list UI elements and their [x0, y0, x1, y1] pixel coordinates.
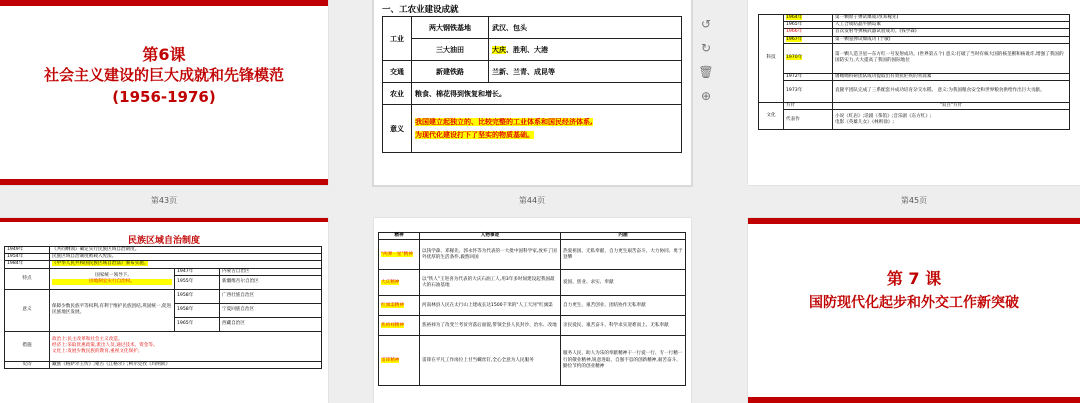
region-name: 宁夏回族自治区 — [220, 303, 322, 317]
lesson-number: 第 7 课 — [886, 269, 942, 288]
slide-46-thumbnail[interactable] — [0, 218, 328, 403]
achievement-table — [382, 16, 682, 153]
section-heading: 一、工农业建设成就 — [382, 5, 459, 15]
slide-47-thumbnail[interactable] — [374, 218, 691, 403]
col-spirit: 精神 — [379, 233, 420, 240]
event-text: 民族区域自治制度被载入宪法。 — [50, 254, 322, 261]
slide-top-bar — [0, 0, 328, 6]
meaning-text: 保障少数民族平等权利,有利于维护民族团结,巩固统一,促进民族地区发展。 — [50, 289, 175, 331]
tech-year: 1965年 — [784, 22, 833, 29]
event-year: 1954年 — [5, 254, 50, 261]
works-label: 代表作 — [784, 110, 833, 130]
slide-44-thumbnail[interactable] — [374, 0, 691, 185]
cell-meaning-value — [412, 105, 682, 153]
event-text: 《共同纲领》确定实行民族区域自治制度。 — [50, 247, 322, 254]
spirit-deeds: 以钱学森、邓稼先、郭永怀等为代表的一大批中国科学家,放弃了国外优厚的生活条件,毅然回国 — [420, 240, 561, 270]
slide-bottom-bar — [0, 179, 328, 185]
tech-text: 第一颗氢弹试爆成功 (于敏) — [833, 36, 1070, 43]
measure-label: 措施 — [5, 331, 50, 361]
meaning-label: 意义 — [5, 289, 50, 331]
cell-industry: 工业 — [383, 17, 412, 61]
event-text: 《中华人民共和国民族区域自治法》颁布实施。 — [50, 261, 322, 268]
policy-value: "双百"方针 — [833, 103, 1070, 110]
slide-45-caption: 第45页 — [900, 196, 928, 205]
region-name: 广西壮族自治区 — [220, 289, 322, 303]
epic-text: 藏族《格萨尔王传》;蒙古《江格尔》;柯尔克孜《玛纳斯》 — [50, 361, 322, 368]
tech-culture-table — [758, 14, 1070, 130]
cell-steel-label: 两大钢铁基地 — [412, 17, 489, 39]
feature-label: 特点 — [5, 268, 50, 289]
spirit-deeds: 河南林县人民在太行山上建成长达1500千米的"人工天河"红旗渠 — [420, 296, 561, 316]
spirit-meaning: 爱国、创业、求实、奉献 — [561, 270, 686, 296]
slide-43-thumbnail[interactable] — [0, 0, 328, 185]
measure-text: 政治上:民主改革和社会主义改造。 经济上:采取优惠政策,派出人员,通过技术、资金等。 文化上:发展少数民族的教育,重视文化保护。 — [50, 331, 322, 361]
redo-icon[interactable]: ↻ — [700, 41, 712, 55]
region-year: 1965年 — [175, 317, 220, 331]
region-year: 1947年 — [175, 268, 220, 275]
lesson-number: 第6课 — [142, 45, 186, 64]
add-icon[interactable]: ⊕ — [700, 89, 712, 103]
spirit-name: 大庆精神 — [379, 270, 420, 296]
spirit-deeds: 焦裕禄为了改变兰考贫穷落后面貌,带领全县人民封沙、治水、改地 — [420, 316, 561, 336]
event-year: 1949年 — [5, 247, 50, 254]
spirit-name: 雷锋精神 — [379, 336, 420, 386]
cell-meaning: 意义 — [383, 105, 412, 153]
region-name: 内蒙古自治区 — [220, 268, 322, 275]
spirit-meaning: 热爱祖国、无私奉献、自力更生艰苦奋斗、大力协同、勇于登攀 — [561, 240, 686, 270]
col-deeds: 人物事迹 — [420, 233, 561, 240]
region-name: 西藏自治区 — [220, 317, 322, 331]
meaning-line-2: 为现代化建设打下了坚实的物质基础。 — [415, 131, 534, 139]
spirit-table — [378, 232, 686, 386]
slide-45-thumbnail[interactable] — [748, 0, 1080, 185]
tech-year: 1964年 — [784, 15, 833, 22]
cell-oil-label: 三大油田 — [412, 39, 489, 61]
spirit-meaning: 服务人民、助人为乐的奉献精神干一行爱一行、专一行精一行的敬业精神,锐意进取、自强不息的创新精神,艰苦奋斗、勤俭节约的创业精神 — [561, 336, 686, 386]
event-year: 1984年 — [5, 261, 50, 268]
spirit-name: "两弹一星"精神 — [379, 240, 420, 270]
spirit-deeds: 以"铁人"王进喜为代表的大庆石油工人,用3年多时间建设起我国最大的石油基地 — [420, 270, 561, 296]
meaning-line-1: 我国建立起独立的、比较完整的工业体系和国民经济体系, — [415, 118, 593, 126]
spirit-deeds: 雷锋在平凡工作岗位上甘当螺丝钉,全心全意为人民服务 — [420, 336, 561, 386]
cell-steel-value: 武汉、包头 — [489, 17, 682, 39]
slide-top-bar — [748, 218, 1080, 224]
feature-text: 国家统一领导下, 因地制宜实行自治权。 — [50, 268, 175, 289]
cell-culture: 文化 — [759, 103, 784, 130]
slide-48-thumbnail[interactable] — [748, 218, 1080, 403]
slide-bottom-bar — [748, 397, 1080, 403]
region-year: 1955年 — [175, 275, 220, 289]
slide-43-caption: 第43页 — [150, 196, 178, 205]
spirit-meaning: 亲民爱民、艰苦奋斗、科学求实迎难而上、无私奉献 — [561, 316, 686, 336]
cell-oil-value — [489, 39, 682, 61]
region-year: 1958年 — [175, 289, 220, 303]
tech-text: 袁隆平团队完成了三系配套并成功培育杂交水稻。 意义:为我国粮食安全和世界粮食供给作出巨大贡献。 — [833, 81, 1070, 103]
slide-tool-strip — [697, 15, 715, 111]
spirit-meaning: 自力更生、艰苦创业、团结协作无私奉献 — [561, 296, 686, 316]
tech-year: 1966年 — [784, 29, 833, 36]
tech-text: 第一颗原子弹试爆成功(邓稼先) — [833, 15, 1070, 22]
undo-icon[interactable]: ↺ — [700, 17, 712, 31]
tech-year: 1967年 — [784, 36, 833, 43]
daqing-highlight: 大庆 — [492, 45, 506, 54]
tech-text: 第一颗人造卫星—东方红一号发射成功。(世界第五个) 意义:打破了当时有核大国的核垄断和核讹诈,增强了我国的国防实力,大大提高了我国的国际地位 — [833, 43, 1070, 73]
autonomy-table — [4, 246, 322, 369]
spirit-name: 红旗渠精神 — [379, 296, 420, 316]
cell-tech: 科技 — [759, 15, 784, 103]
tech-year: 1970年 — [784, 43, 833, 73]
lesson-years: (1956-1976) — [112, 88, 216, 106]
spirit-name: 焦裕禄精神 — [379, 316, 420, 336]
lesson-title: 国防现代化起步和外交工作新突破 — [809, 295, 1019, 311]
epic-label: 史诗 — [5, 361, 50, 368]
cell-traffic: 交通 — [383, 61, 412, 83]
tech-text: 首次发射导弹核武器试验成功。(钱学森) — [833, 29, 1070, 36]
autonomy-title: 民族区域自治制度 — [127, 236, 200, 246]
lesson-title: 社会主义建设的巨大成就和先锋模范 — [43, 66, 284, 84]
region-year: 1958年 — [175, 303, 220, 317]
region-name: 新疆维吾尔自治区 — [220, 275, 322, 289]
works-value: 小说《红岩》;话剧《茶馆》;音乐剧《东方红》; 电影《英雄儿女》《林则徐》; — [833, 110, 1070, 130]
delete-icon[interactable]: 🗑 — [698, 65, 714, 79]
slide-44-caption: 第44页 — [518, 196, 546, 205]
cell-rail-label: 新建铁路 — [412, 61, 489, 83]
tech-year: 1972年 — [784, 73, 833, 80]
oil-rest: 、胜利、大港 — [506, 45, 548, 54]
tech-text: 人工合成结晶牛胰岛素 — [833, 22, 1070, 29]
tech-text: 屠呦呦科研团队成功提取出有效抗疟疾的青蒿素 — [833, 73, 1070, 80]
tech-year: 1973年 — [784, 81, 833, 103]
cell-agri-value: 粮食、棉花得到恢复和增长。 — [412, 83, 682, 105]
col-meaning: 内涵 — [561, 233, 686, 240]
slide-top-bar — [0, 218, 328, 222]
cell-rail-value: 兰新、兰青、成昆等 — [489, 61, 682, 83]
policy-label: 方针 — [784, 103, 833, 110]
cell-agri: 农业 — [383, 83, 412, 105]
